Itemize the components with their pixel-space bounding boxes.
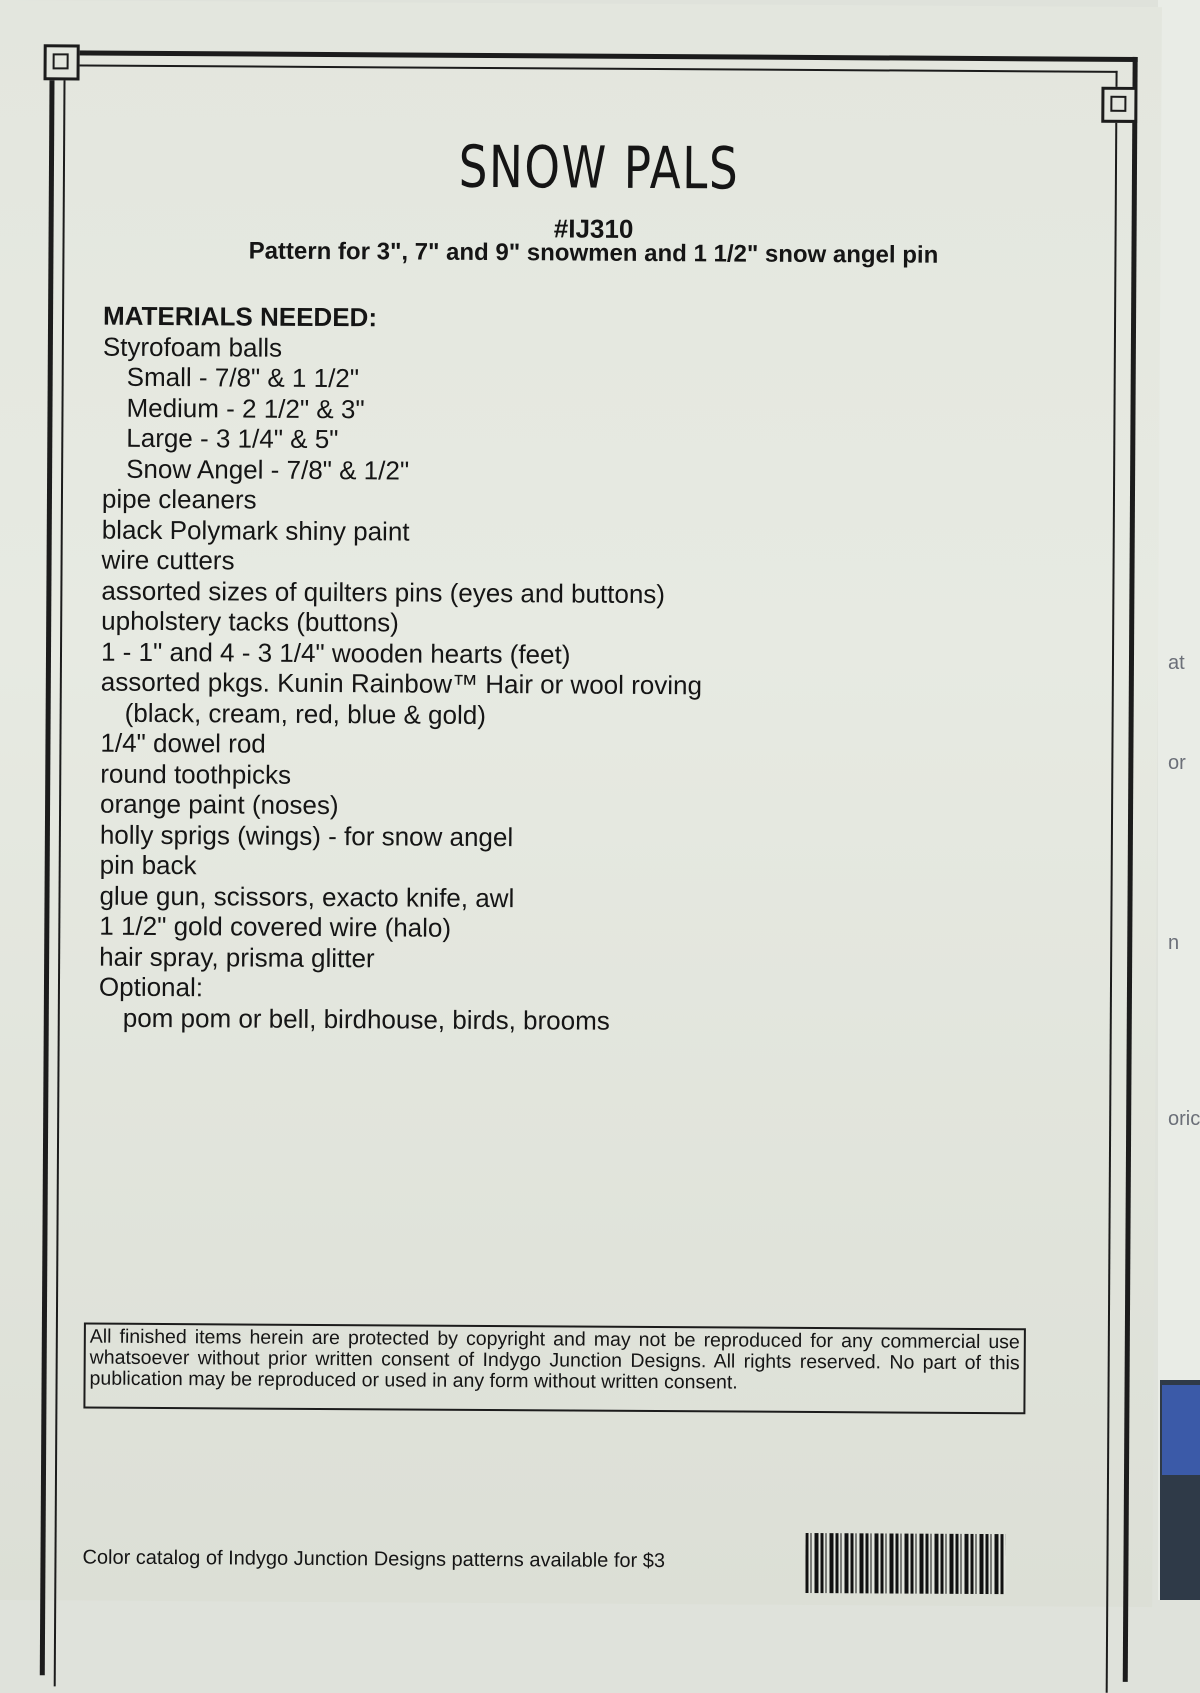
material-item: hair spray, prisma glitter bbox=[99, 941, 375, 973]
material-subitem: Snow Angel - 7/8" & 1/2" bbox=[126, 453, 410, 486]
material-subitem: pom pom or bell, birdhouse, birds, brooms bbox=[122, 1002, 610, 1036]
material-item: assorted sizes of quilters pins (eyes and buttons) bbox=[101, 575, 666, 609]
materials-heading: MATERIALS NEEDED: bbox=[102, 300, 378, 333]
material-item: round toothpicks bbox=[100, 758, 292, 790]
material-item: Optional: bbox=[98, 971, 204, 1003]
material-item: assorted pkgs. Kunin Rainbow™ Hair or wool roving bbox=[100, 666, 703, 701]
material-item: holly sprigs (wings) - for snow angel bbox=[99, 819, 514, 852]
edge-text-fragment: or bbox=[1168, 752, 1186, 774]
catalog-note: Color catalog of Indygo Junction Designs patterns available for $3 bbox=[82, 1546, 666, 1573]
material-item: Styrofoam balls bbox=[102, 331, 283, 363]
corner-ornament-right bbox=[1101, 87, 1137, 123]
material-item: black Polymark shiny paint bbox=[101, 514, 410, 547]
material-item: upholstery tacks (buttons) bbox=[101, 605, 399, 638]
material-subitem: Small - 7/8" & 1 1/2" bbox=[126, 361, 360, 394]
material-item: wire cutters bbox=[101, 544, 235, 576]
material-subitem: Large - 3 1/4" & 5" bbox=[126, 422, 339, 455]
pattern-title: SNOW PALS bbox=[458, 132, 740, 203]
material-item: pin back bbox=[99, 849, 197, 881]
material-item: 1 1/2" gold covered wire (halo) bbox=[99, 910, 452, 943]
copyright-notice: All finished items herein are protected by copyright and may not be reproduced for any commercial use whatsoever without prior written consent of Indygo Junction Designs. All rights reserved. No part of this publication may be reproduced or used in any form without written consent. bbox=[83, 1323, 1026, 1415]
pattern-subtitle: Pattern for 3", 7" and 9" snowmen and 1 1/2" snow angel pin bbox=[248, 237, 939, 269]
material-item: 1 - 1" and 4 - 3 1/4" wooden hearts (feet) bbox=[100, 636, 571, 669]
corner-ornament-left bbox=[44, 44, 80, 80]
background-screen-accent bbox=[1162, 1385, 1200, 1475]
material-item: glue gun, scissors, exacto knife, awl bbox=[99, 880, 515, 913]
pattern-code: #IJ310 bbox=[553, 213, 634, 244]
material-item: orange paint (noses) bbox=[100, 788, 339, 821]
barcode bbox=[805, 1533, 1005, 1594]
materials-list bbox=[99, 301, 1063, 1039]
material-item: pipe cleaners bbox=[101, 483, 257, 515]
edge-text-fragment: n bbox=[1168, 932, 1180, 954]
material-subitem: Medium - 2 1/2" & 3" bbox=[126, 392, 365, 424]
edge-text-fragment: oric bbox=[1168, 1108, 1200, 1130]
edge-text-fragment: at bbox=[1168, 652, 1185, 674]
material-subitem: (black, cream, red, blue & gold) bbox=[124, 697, 487, 730]
material-item: 1/4" dowel rod bbox=[100, 727, 266, 759]
